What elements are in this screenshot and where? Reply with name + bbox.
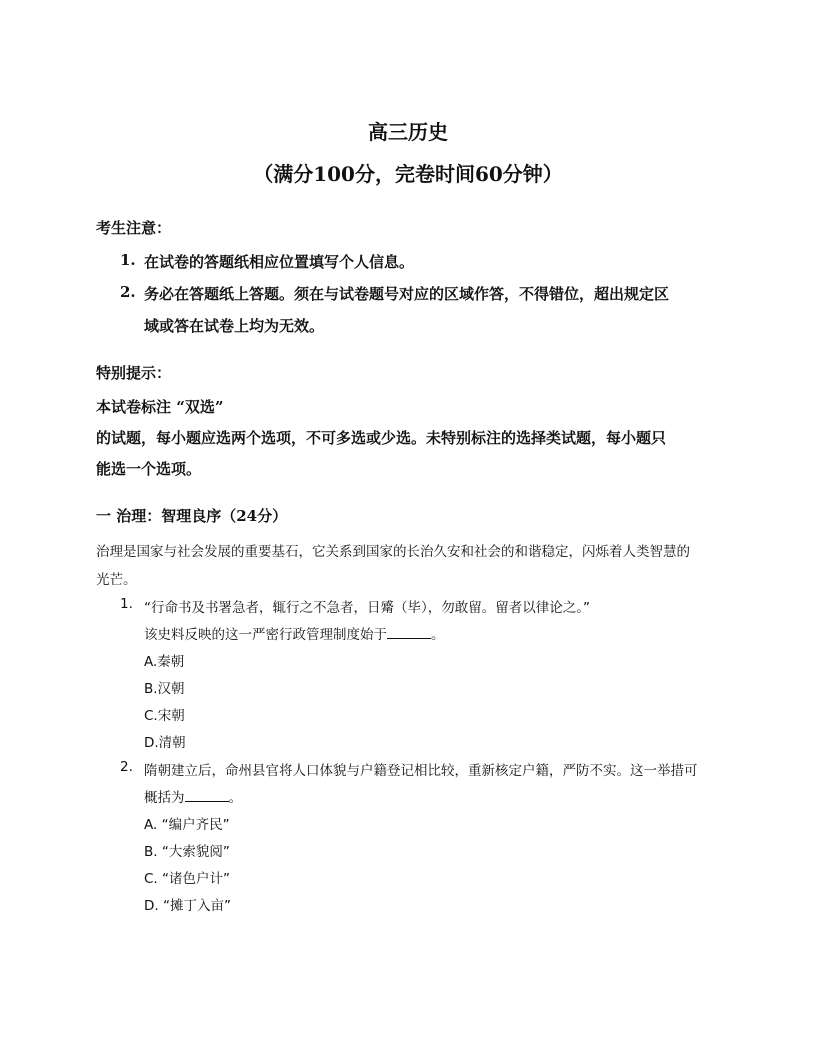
option-a: A. “编户齐民” [144, 817, 230, 833]
tips-heading: 特别提示： [96, 364, 172, 382]
section-heading: 一 治理：智理良序（24分） [96, 507, 288, 525]
notice-item-text-continued: 域或答在试卷上均为无效。 [144, 317, 325, 335]
question-stem-text: 该史料反映的这一严密行政管理制度始于 [144, 627, 387, 643]
section-intro: 治理是国家与社会发展的重要基石，它关系到国家的长治久安和社会的和谐稳定，闪烁着人类智慧的 [96, 544, 690, 560]
option-d: D. “摊丁入亩” [144, 898, 231, 914]
notice-item-text: 在试卷的答题纸相应位置填写个人信息。 [144, 253, 415, 271]
question-stem-text: 概括为 [144, 790, 185, 806]
notice-heading: 考生注意： [96, 219, 172, 237]
answer-blank [387, 637, 431, 639]
question-stem-line [144, 623, 445, 643]
page-subtitle: （满分100分，完卷时间60分钟） [253, 162, 563, 186]
tips-line: 能选一个选项。 [96, 460, 202, 478]
option-a: A.秦朝 [144, 654, 185, 670]
section-intro-continued: 光芒。 [96, 572, 137, 588]
option-c: C. “诸色户计” [144, 871, 230, 887]
answer-blank [185, 800, 229, 802]
tips-line: 本试卷标注 “双选” [96, 398, 224, 416]
option-b: B.汉朝 [144, 681, 185, 697]
notice-item-number: 2. [120, 283, 136, 301]
notice-item-number: 1. [120, 251, 136, 269]
option-b: B. “大索貌阅” [144, 844, 230, 860]
page-title: 高三历史 [368, 120, 448, 144]
tips-line: 的试题，每小题应选两个选项，不可多选或少选。未特别标注的选择类试题，每小题只 [96, 429, 667, 447]
question-stem: 隋朝建立后，命州县官将人口体貌与户籍登记相比较，重新核定户籍，严防不实。这一举措可 [144, 763, 698, 779]
question-stem-line [144, 786, 242, 806]
question-stem-end: 。 [228, 790, 242, 806]
question-stem-end: 。 [431, 627, 445, 643]
question-number: 2. [120, 759, 133, 775]
option-c: C.宋朝 [144, 708, 185, 724]
notice-item-text: 务必在答题纸上答题。须在与试卷题号对应的区域作答，不得错位，超出规定区 [144, 285, 670, 303]
option-d: D.清朝 [144, 735, 186, 751]
question-number: 1. [120, 596, 133, 612]
question-stem: “行命书及书署急者，辄行之不急者，日觱（毕），勿敢留。留者以律论之。” [144, 600, 590, 616]
